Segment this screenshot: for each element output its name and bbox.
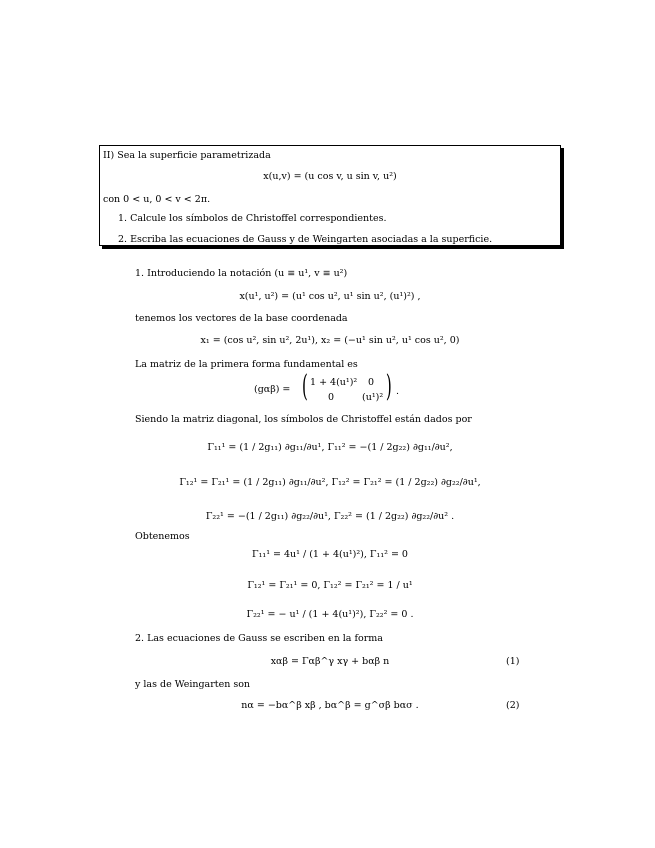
- metric-text: La matriz de la primera forma fundamental es: [135, 359, 358, 370]
- christoffel-value: Γ₂₂¹ = − u¹ / (1 + 4(u¹)²), Γ₂₂² = 0 .: [246, 609, 414, 620]
- problem-task-2: 2. Escriba las ecuaciones de Gauss y de Weingarten asociadas a la superficie.: [118, 234, 493, 245]
- right-paren: ): [386, 369, 392, 404]
- matrix-cell: 0: [328, 392, 335, 403]
- diagonal-text: Siendo la matriz diagonal, los símbolos de Christoffel están dados por: [135, 414, 472, 425]
- eq-gauss: xαβ = Γαβ^γ xγ + bαβ n: [270, 656, 390, 667]
- problem-domain: con 0 < u, 0 < v < 2π.: [103, 194, 211, 205]
- christoffel-formula: Γ₁₂¹ = Γ₂₁¹ = (1 / 2g₁₁) ∂g₁₁/∂u², Γ₁₂² = Γ₂₁² = (1 / 2g₂₂) ∂g₂₂/∂u¹,: [179, 477, 481, 488]
- equation-number: (2): [506, 700, 520, 711]
- eq-basis-vectors: x₁ = (cos u², sin u², 2u¹), x₂ = (−u¹ sin u², u¹ cos u², 0): [200, 335, 460, 346]
- part2-intro: 2. Las ecuaciones de Gauss se escriben en la forma: [135, 633, 383, 644]
- christoffel-value: Γ₁₁¹ = 4u¹ / (1 + 4(u¹)²), Γ₁₁² = 0: [252, 549, 408, 560]
- basis-text: tenemos los vectores de la base coordenada: [135, 313, 348, 324]
- weingarten-text: y las de Weingarten son: [135, 679, 251, 690]
- obtain-text: Obtenemos: [135, 531, 190, 542]
- christoffel-value: Γ₁₂¹ = Γ₂₁¹ = 0, Γ₁₂² = Γ₂₁² = 1 / u¹: [247, 580, 413, 591]
- problem-task-1: 1. Calcule los símbolos de Christoffel correspondientes.: [118, 213, 387, 224]
- part1-intro: 1. Introduciendo la notación (u ≡ u¹, v ≡ u²): [135, 268, 348, 279]
- matrix-cell: (u¹)²: [362, 392, 384, 403]
- eq-metric-end: .: [396, 386, 400, 397]
- matrix-cell: 0: [368, 377, 375, 388]
- christoffel-formula: Γ₂₂¹ = −(1 / 2g₁₁) ∂g₂₂/∂u¹, Γ₂₂² = (1 / 2g₂₂) ∂g₂₂/∂u² .: [205, 511, 455, 522]
- eq-metric-lhs: (gαβ) =: [254, 384, 291, 395]
- equation-number: (1): [506, 656, 520, 667]
- eq-parametrization: x(u¹, u²) = (u¹ cos u², u¹ sin u², (u¹)²) ,: [239, 291, 421, 302]
- problem-parametrization: x(u,v) = (u cos v, u sin v, u²): [263, 171, 397, 182]
- metric-matrix: [302, 369, 392, 406]
- left-paren: (: [302, 369, 308, 404]
- problem-heading: II) Sea la superficie parametrizada: [103, 150, 271, 161]
- matrix-cell: 1 + 4(u¹)²: [310, 377, 358, 388]
- christoffel-formula: Γ₁₁¹ = (1 / 2g₁₁) ∂g₁₁/∂u¹, Γ₁₁² = −(1 / 2g₂₂) ∂g₁₁/∂u²,: [207, 442, 453, 453]
- eq-weingarten: nα = −bα^β xβ , bα^β = g^σβ bασ .: [241, 700, 419, 711]
